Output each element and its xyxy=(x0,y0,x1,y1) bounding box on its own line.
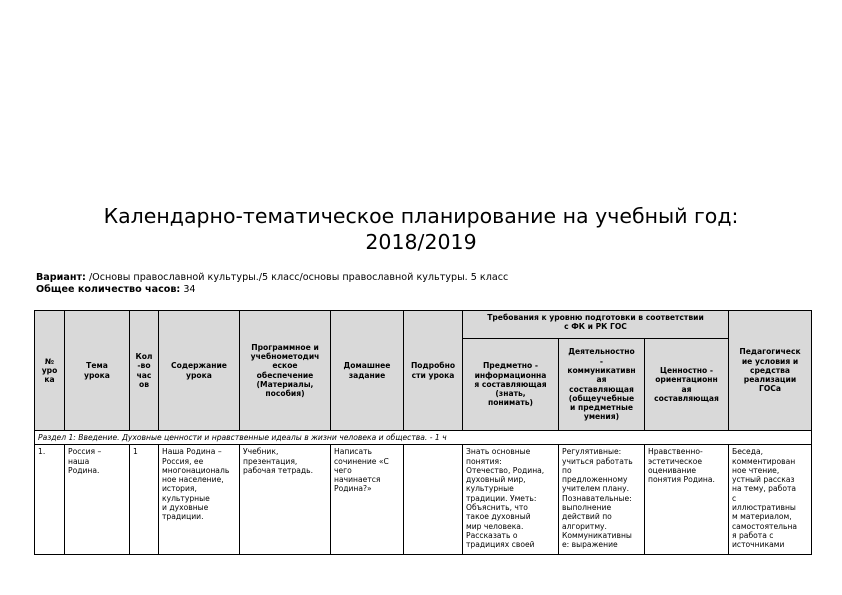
header-subject-component: Предметно - информационна я составляющая (знать, понимать) xyxy=(463,339,559,431)
header-lesson-details: Подробно сти урока xyxy=(404,311,463,431)
hours-value: 34 xyxy=(180,284,196,295)
cell-value-component: Нравственно- эстетическое оценивание понятия Родина. xyxy=(645,445,729,555)
cell-subject-component: Знать основные понятия: Отечество, Родина, духовный мир, культурные традиции. Уметь: Объяснить, что такое духовный мир человека. Рассказать о традициях своей xyxy=(463,445,559,555)
cell-hours-count: 1 xyxy=(130,445,159,555)
planning-table xyxy=(34,310,812,555)
variant-value: /Основы православной культуры./5 класс/основы православной культуры. 5 класс xyxy=(85,272,509,283)
cell-pedagogical-conditions: Беседа, комментирован ное чтение, устный рассказ на тему, работа с иллюстративны м материалом, самостоятельна я работа с источниками xyxy=(729,445,812,555)
header-homework: Домашнее задание xyxy=(331,311,404,431)
cell-activity-component: Регулятивные: учиться работать по предложенному учителем плану. Познавательные: выполнение действий по алгоритму. Коммуникативны е: выражение xyxy=(559,445,645,555)
cell-lesson-details xyxy=(404,445,463,555)
header-software: Программное и учебнометодич еское обеспечение (Материалы, пособия) xyxy=(240,311,331,431)
variant-line xyxy=(36,272,508,284)
cell-homework: Написать сочинение «С чего начинается Родина?» xyxy=(331,445,404,555)
header-lesson-topic: Тема урока xyxy=(65,311,130,431)
header-pedagogical-conditions: Педагогическ ие условия и средства реализации ГОСа xyxy=(729,311,812,431)
hours-line xyxy=(36,284,508,296)
plan-meta xyxy=(36,272,508,296)
header-activity-component: Деятельностно - коммуникативн ая составляющая (общеучебные и предметные умения) xyxy=(559,339,645,431)
header-lesson-number: № уро ка xyxy=(35,311,65,431)
header-value-component: Ценностно - ориентационн ая составляющая xyxy=(645,339,729,431)
section-row: Раздел 1: Введение. Духовные ценности и нравственные идеалы в жизни человека и общества. - 1 ч xyxy=(35,431,812,445)
cell-lesson-number: 1. xyxy=(35,445,65,555)
cell-lesson-topic: Россия – наша Родина. xyxy=(65,445,130,555)
cell-lesson-content: Наша Родина – Россия, ее многонациональ ное население, история, культурные и духовные традиции. xyxy=(159,445,240,555)
hours-label: Общее количество часов: xyxy=(36,284,181,295)
header-hours-count: Кол -во час ов xyxy=(130,311,159,431)
header-lesson-content: Содержание урока xyxy=(159,311,240,431)
cell-software: Учебник, презентация, рабочая тетрадь. xyxy=(240,445,331,555)
page-title: Календарно-тематическое планирование на учебный год: 2018/2019 xyxy=(103,204,739,254)
header-requirements: Требования к уровню подготовки в соответствии с ФК и РК ГОС xyxy=(463,311,729,339)
variant-label: Вариант: xyxy=(36,272,86,283)
table-row xyxy=(35,445,812,555)
